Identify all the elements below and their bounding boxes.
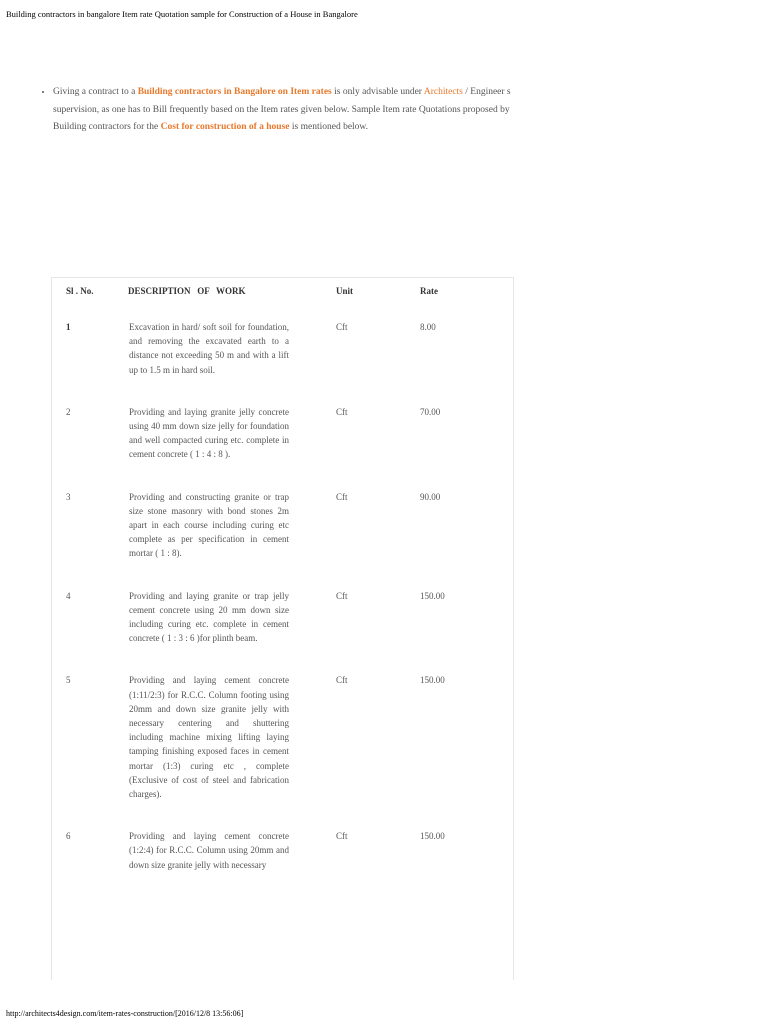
header-rate: Rate: [420, 286, 438, 296]
row-rate: 150.00: [420, 831, 445, 842]
row-description-text: Excavation in hard/ soft soil for foundation, and removing the excavated earth to a distance not exceeding 50 m and with a lift up to 1.5 m in hard soil.: [129, 322, 289, 375]
row-description-text: Providing and laying granite jelly concrete using 40 mm down size jelly for foundation and well compacted curing etc. complete in cement concrete ( 1 : 4 : 8 ).: [129, 406, 289, 460]
intro-text-4: is mentioned below.: [289, 122, 369, 132]
table-row: [52, 320, 513, 405]
cost-of-construction-link[interactable]: Cost for construction of a house: [160, 122, 290, 132]
header-sl-no: Sl . No.: [66, 286, 94, 296]
row-description-text: Providing and laying cement concrete (1:11/2:3) for R.C.C. Column footing using 20mm and down size granite jelly with necessary centering and shuttering including machine mixing lifting laying tamping finishing exposed faces in cement mortar (1:3) curing etc , complete (Exclusive of cost of steel and fabrication charges).: [129, 675, 289, 800]
row-unit: Cft: [336, 322, 348, 332]
architects-link[interactable]: Architects: [423, 87, 463, 97]
intro-paragraph: [53, 84, 525, 137]
row-rate: 70.00: [420, 406, 441, 417]
row-sl-no: 5: [66, 675, 71, 686]
row-sl-no: 4: [66, 590, 71, 601]
item-rate-table-wrapper: [51, 277, 514, 980]
building-contractors-link[interactable]: Building contractors in Bangalore on Item rates: [137, 87, 332, 97]
intro-section: [40, 84, 525, 137]
row-unit: Cft: [336, 406, 348, 417]
table-row: [52, 490, 513, 589]
row-description: [128, 829, 329, 900]
row-sl-no: 1: [66, 322, 71, 332]
table-row: [52, 829, 513, 900]
row-description-text: Providing and laying granite or trap jelly cement concrete using 20 mm down size including curing etc. complete in cement concrete ( 1 : 3 : 6 )for plinth beam.: [129, 590, 289, 644]
table-row: [52, 589, 513, 674]
row-description: [128, 490, 329, 589]
intro-text-2: is only advisable under: [331, 87, 424, 97]
table-header-row: [52, 278, 513, 320]
row-unit: Cft: [336, 675, 348, 686]
intro-text-1: Giving a contract to a: [53, 87, 138, 97]
item-rate-table: [52, 278, 513, 900]
row-rate: 8.00: [420, 322, 436, 332]
row-description: [128, 589, 329, 674]
row-description-text: Providing and laying cement concrete (1:2:4) for R.C.C. Column using 20mm and down size granite jelly with necessary: [129, 831, 289, 870]
row-description: [128, 405, 329, 490]
row-sl-no: 2: [66, 406, 71, 417]
row-description: [128, 673, 329, 829]
header-description: DESCRIPTION OF WORK: [128, 286, 246, 296]
header-unit: Unit: [336, 286, 354, 296]
table-row: [52, 405, 513, 490]
intro-text-3: / Engineer s supervision, as one has to Bill frequently based on the Item rates given below. Sample Item rate Quotations proposed by Building contractors for the: [53, 87, 511, 132]
row-unit: Cft: [336, 590, 348, 601]
page-footer-url: http://architects4design.com/item-rates-construction/[2016/12/8 13:56:06]: [6, 1009, 244, 1018]
row-sl-no: 6: [66, 831, 71, 842]
table-row: [52, 673, 513, 829]
row-unit: Cft: [336, 491, 348, 502]
row-rate: 150.00: [420, 590, 445, 601]
row-sl-no: 3: [66, 491, 71, 502]
row-rate: 90.00: [420, 491, 441, 502]
page-header: Building contractors in bangalore Item rate Quotation sample for Construction of a House in Bangalore: [6, 9, 358, 19]
row-description: [128, 320, 329, 405]
row-description-text: Providing and constructing granite or trap size stone masonry with bond stones 2m apart in each course including curing etc complete as per specification in cement mortar ( 1 : 8).: [129, 491, 289, 559]
row-rate: 150.00: [420, 675, 445, 686]
intro-list: [40, 84, 525, 137]
row-unit: Cft: [336, 831, 348, 842]
